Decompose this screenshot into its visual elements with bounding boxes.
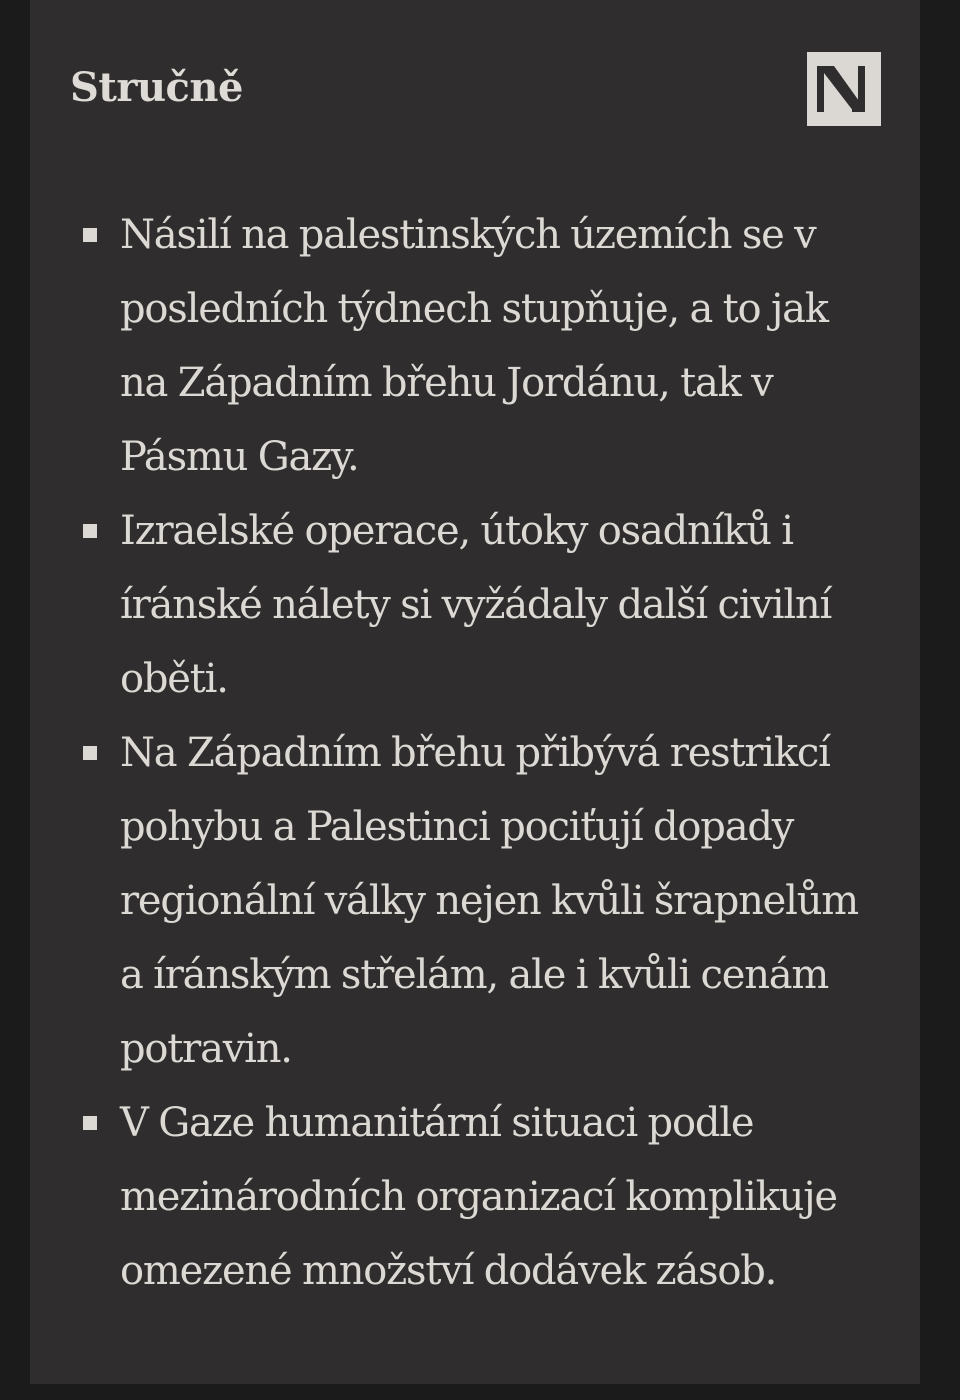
square-bullet-icon (83, 1116, 97, 1130)
square-bullet-icon (83, 524, 97, 538)
summary-bullet-item (30, 494, 920, 716)
summary-title: Stručně (70, 64, 243, 111)
square-bullet-icon (83, 746, 97, 760)
summary-bullet-item (30, 1086, 920, 1308)
summary-bullet-item (30, 716, 920, 1086)
bullet-text: Na Západním břehu přibývá restrikcí pohybu a Palestinci pociťují dopady regionální války nejen kvůli šrapnelům a íránským střelám, ale i kvůli cenám potravin. (120, 730, 859, 1072)
summary-bullet-list (30, 198, 920, 1308)
square-bullet-icon (83, 228, 97, 242)
summary-card (30, 0, 920, 1384)
bullet-text: V Gaze humanitární situaci podle mezinárodních organizací komplikuje omezené množství dodávek zásob. (120, 1100, 837, 1294)
summary-bullet-item (30, 198, 920, 494)
bullet-text: Násilí na palestinských územích se v posledních týdnech stupňuje, a to jak na Západním břehu Jordánu, tak v Pásmu Gazy. (120, 212, 828, 480)
n-logo-icon (807, 52, 881, 126)
bullet-text: Izraelské operace, útoky osadníků i íránské nálety si vyžádaly další civilní oběti. (120, 508, 832, 702)
